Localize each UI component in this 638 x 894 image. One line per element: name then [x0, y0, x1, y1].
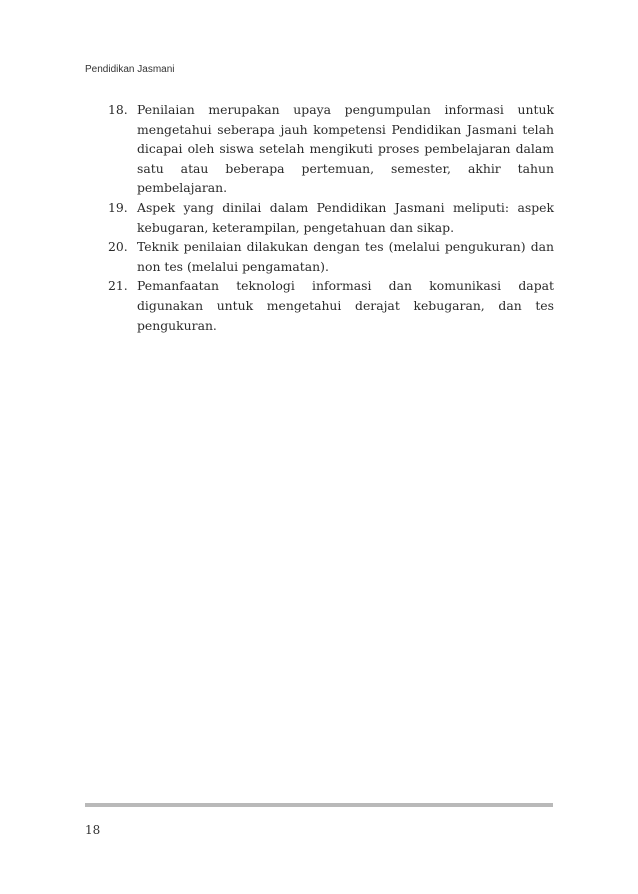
list-item-number: 21. [108, 278, 128, 294]
list-item-text: Aspek yang dinilai dalam Pendidikan Jasmani meliputi: aspek kebugaran, keterampilan, pengetahuan dan sikap. [137, 199, 554, 235]
list-item-20 [108, 237, 554, 276]
list-item-19 [108, 198, 554, 237]
page-number: 18 [85, 823, 101, 837]
list-item-18 [108, 100, 554, 198]
list-item-text: Pemanfaatan teknologi informasi dan komunikasi dapat digunakan untuk mengetahui derajat kebugaran, dan tes pengukuran. [137, 278, 554, 333]
running-header-title: Pendidikan Jasmani [85, 64, 175, 75]
list-item-text: Penilaian merupakan upaya pengumpulan informasi untuk mengetahui seberapa jauh kompetensi Pendidikan Jasmani telah dicapai oleh siswa setelah mengikuti proses pembelajaran dalam satu atau beberapa pertemuan, semester, akhir tahun pembelajaran. [137, 102, 554, 196]
list-item-number: 19. [108, 199, 128, 215]
numbered-list [108, 100, 554, 335]
footer-divider [85, 803, 553, 807]
list-item-number: 20. [108, 239, 128, 255]
list-item-number: 18. [108, 102, 128, 117]
list-item-text: Teknik penilaian dilakukan dengan tes (melalui pengukuran) dan non tes (melalui pengamatan). [137, 239, 554, 274]
list-item-21 [108, 276, 554, 335]
